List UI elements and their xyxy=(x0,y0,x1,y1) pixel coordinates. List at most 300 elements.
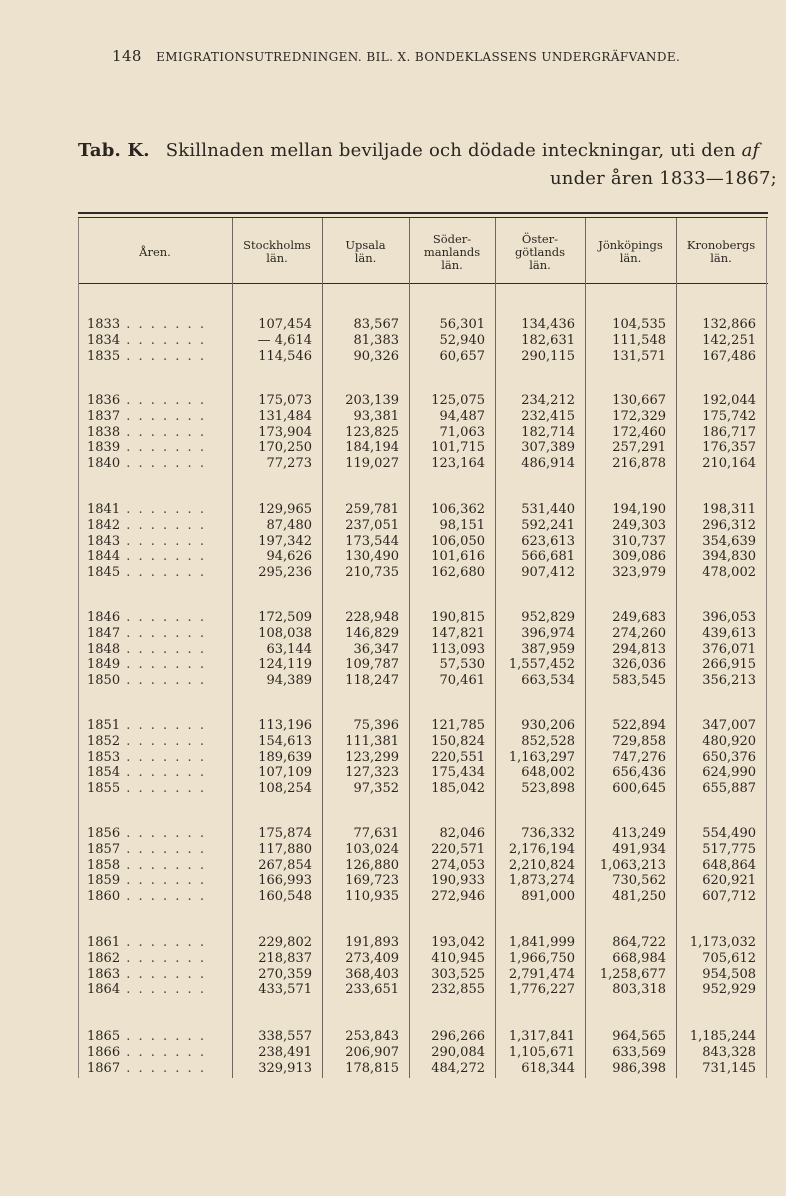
leader-dots: . . . . . . . xyxy=(120,565,206,581)
year-cell xyxy=(87,440,206,455)
table-title-text: Skillnaden mellan beviljade och dödade inteckningar, uti den xyxy=(165,140,736,161)
table-cell: 186,717 xyxy=(702,424,756,440)
year-cell xyxy=(87,610,206,625)
year-label: 1852 xyxy=(87,733,121,749)
column-rule xyxy=(78,218,79,1078)
leader-dots: . . . . . . . xyxy=(120,749,206,765)
table-cell: 94,487 xyxy=(439,408,485,424)
leader-dots: . . . . . . . xyxy=(120,657,206,673)
table-cell: 843,328 xyxy=(702,1044,756,1060)
leader-dots: . . . . . . . xyxy=(120,673,206,689)
leader-dots: . . . . . . . xyxy=(120,625,206,641)
table-cell: 253,843 xyxy=(345,1029,399,1044)
leader-dots: . . . . . . . xyxy=(120,889,206,905)
table-cell: 218,837 xyxy=(258,950,312,966)
year-label: 1859 xyxy=(87,873,121,889)
table-cell: 123,299 xyxy=(345,749,399,765)
table-cell: 206,907 xyxy=(345,1044,399,1060)
table-cell: 566,681 xyxy=(521,549,575,565)
year-cell xyxy=(87,842,206,857)
table-cell: 273,409 xyxy=(345,950,399,966)
year-label: 1850 xyxy=(87,673,121,689)
table-cell: 484,272 xyxy=(431,1060,485,1076)
table-cell: 592,241 xyxy=(521,517,575,533)
table-cell: 633,569 xyxy=(612,1044,666,1060)
table-top-rule-thin xyxy=(78,217,768,218)
table-cell: 237,051 xyxy=(345,517,399,533)
year-cell xyxy=(87,456,206,471)
table-cell: 1,258,677 xyxy=(599,966,666,982)
table-cell: 650,376 xyxy=(702,749,756,765)
table-cell: 1,776,227 xyxy=(508,982,575,998)
year-cell xyxy=(87,734,206,749)
table-cell: 387,959 xyxy=(521,641,575,657)
leader-dots: . . . . . . . xyxy=(120,393,206,408)
table-cell: 803,318 xyxy=(612,982,666,998)
table-cell: 131,571 xyxy=(612,348,666,364)
leader-dots: . . . . . . . xyxy=(120,950,206,966)
table-cell: 134,436 xyxy=(521,317,575,332)
table-cell: 52,940 xyxy=(439,332,485,348)
year-cell xyxy=(87,626,206,641)
leader-dots: . . . . . . . xyxy=(120,332,206,348)
table-cell: 1,185,244 xyxy=(689,1029,756,1044)
table-cell: 347,007 xyxy=(702,718,756,733)
year-label: 1865 xyxy=(87,1029,121,1044)
table-cell: 228,948 xyxy=(345,610,399,625)
year-cell xyxy=(87,750,206,765)
year-label: 1857 xyxy=(87,841,121,857)
year-cell xyxy=(87,317,206,332)
table-cell: 130,667 xyxy=(612,393,666,408)
table-cell: 891,000 xyxy=(521,889,575,905)
leader-dots: . . . . . . . xyxy=(120,408,206,424)
table-cell: 127,323 xyxy=(345,765,399,781)
table-cell: 266,915 xyxy=(702,657,756,673)
table-cell: 190,933 xyxy=(431,873,485,889)
table-cell: 109,787 xyxy=(345,657,399,673)
table-cell: 146,829 xyxy=(345,625,399,641)
table-cell: 166,993 xyxy=(258,873,312,889)
table-cell: 197,342 xyxy=(258,533,312,549)
leader-dots: . . . . . . . xyxy=(120,456,206,472)
table-cell: 272,946 xyxy=(431,889,485,905)
table-cell: 1,841,999 xyxy=(508,935,575,950)
table-cell: 410,945 xyxy=(431,950,485,966)
leader-dots: . . . . . . . xyxy=(120,424,206,440)
year-cell xyxy=(87,333,206,348)
table-cell: 1,163,297 xyxy=(508,749,575,765)
leader-dots: . . . . . . . xyxy=(120,873,206,889)
table-cell: 930,206 xyxy=(521,718,575,733)
year-label: 1841 xyxy=(87,502,121,517)
table-cell: 82,046 xyxy=(439,826,485,841)
running-header xyxy=(112,47,772,65)
table-cell: 1,317,841 xyxy=(508,1029,575,1044)
table-cell: 354,639 xyxy=(702,533,756,549)
table-cell: 175,874 xyxy=(258,826,312,841)
table-cell: 478,002 xyxy=(702,565,756,581)
column-rule xyxy=(766,218,767,1078)
year-label: 1844 xyxy=(87,549,121,565)
table-cell: 216,878 xyxy=(612,456,666,472)
table-cell: 108,038 xyxy=(258,625,312,641)
table-cell: 736,332 xyxy=(521,826,575,841)
year-cell xyxy=(87,393,206,408)
year-cell xyxy=(87,781,206,796)
year-cell xyxy=(87,718,206,733)
table-cell: 954,508 xyxy=(702,966,756,982)
year-label: 1851 xyxy=(87,718,121,733)
leader-dots: . . . . . . . xyxy=(120,440,206,456)
year-label: 1864 xyxy=(87,982,121,998)
leader-dots: . . . . . . . xyxy=(120,517,206,533)
table-cell: 93,381 xyxy=(353,408,399,424)
table-cell: 87,480 xyxy=(266,517,312,533)
table-cell: 167,486 xyxy=(702,348,756,364)
table-cell: 257,291 xyxy=(612,440,666,456)
table-cell: 259,781 xyxy=(345,502,399,517)
table-cell: 210,164 xyxy=(702,456,756,472)
table-cell: 486,914 xyxy=(521,456,575,472)
table-cell: 648,864 xyxy=(702,857,756,873)
leader-dots: . . . . . . . xyxy=(120,935,206,950)
table-cell: 172,460 xyxy=(612,424,666,440)
table-cell: 111,381 xyxy=(345,733,399,749)
table-title xyxy=(78,140,778,161)
table-cell: 986,398 xyxy=(612,1060,666,1076)
table-cell: 234,212 xyxy=(521,393,575,408)
column-header: Öster- götlands län. xyxy=(514,231,566,272)
table-cell: 184,194 xyxy=(345,440,399,456)
year-cell xyxy=(87,1029,206,1044)
year-label: 1847 xyxy=(87,625,121,641)
table-cell: 517,775 xyxy=(702,841,756,857)
year-cell xyxy=(87,673,206,688)
year-label: 1849 xyxy=(87,657,121,673)
table-cell: 178,815 xyxy=(345,1060,399,1076)
table-cell: 175,434 xyxy=(431,765,485,781)
table-cell: 169,723 xyxy=(345,873,399,889)
table-title-italic: af xyxy=(741,140,760,161)
table-cell: 229,802 xyxy=(258,935,312,950)
table-cell: 439,613 xyxy=(702,625,756,641)
column-header: Kronobergs län. xyxy=(686,238,756,265)
table-cell: 952,929 xyxy=(702,982,756,998)
year-cell xyxy=(87,951,206,966)
table-cell: 668,984 xyxy=(612,950,666,966)
table-cell: 309,086 xyxy=(612,549,666,565)
table-cell: 307,389 xyxy=(521,440,575,456)
table-cell: 1,173,032 xyxy=(689,935,756,950)
table-cell: 56,301 xyxy=(439,317,485,332)
table-cell: 108,254 xyxy=(258,781,312,797)
table-cell: 554,490 xyxy=(702,826,756,841)
column-header: Stockholms län. xyxy=(243,238,311,265)
table-cell: 731,145 xyxy=(702,1060,756,1076)
table-cell: 368,403 xyxy=(345,966,399,982)
table-cell: 125,075 xyxy=(431,393,485,408)
year-label: 1843 xyxy=(87,533,121,549)
table-cell: 523,898 xyxy=(521,781,575,797)
year-label: 1858 xyxy=(87,857,121,873)
table-cell: 131,484 xyxy=(258,408,312,424)
leader-dots: . . . . . . . xyxy=(120,641,206,657)
year-cell xyxy=(87,534,206,549)
table-cell: 114,546 xyxy=(258,348,312,364)
table-cell: 296,312 xyxy=(702,517,756,533)
year-label: 1845 xyxy=(87,565,121,581)
table-cell: 113,196 xyxy=(258,718,312,733)
column-header: Jönköpings län. xyxy=(598,238,663,265)
table-cell: 36,347 xyxy=(353,641,399,657)
leader-dots: . . . . . . . xyxy=(120,549,206,565)
table-cell: 173,544 xyxy=(345,533,399,549)
table-cell: — 4,614 xyxy=(257,332,312,348)
table-cell: 290,115 xyxy=(521,348,575,364)
year-cell xyxy=(87,425,206,440)
table-cell: 952,829 xyxy=(521,610,575,625)
table-cell: 101,715 xyxy=(431,440,485,456)
leader-dots: . . . . . . . xyxy=(120,718,206,733)
year-label: 1837 xyxy=(87,408,121,424)
table-cell: 57,530 xyxy=(439,657,485,673)
table-cell: 338,557 xyxy=(258,1029,312,1044)
table-cell: 150,824 xyxy=(431,733,485,749)
table-cell: 607,712 xyxy=(702,889,756,905)
table-cell: 107,454 xyxy=(258,317,312,332)
table-cell: 118,247 xyxy=(345,673,399,689)
table-cell: 193,042 xyxy=(431,935,485,950)
leader-dots: . . . . . . . xyxy=(120,966,206,982)
table-cell: 747,276 xyxy=(612,749,666,765)
table-cell: 94,626 xyxy=(266,549,312,565)
table-cell: 656,436 xyxy=(612,765,666,781)
table-cell: 194,190 xyxy=(612,502,666,517)
year-cell xyxy=(87,565,206,580)
table-cell: 191,893 xyxy=(345,935,399,950)
year-label: 1835 xyxy=(87,348,121,364)
table-cell: 729,858 xyxy=(612,733,666,749)
table-cell: 176,357 xyxy=(702,440,756,456)
table-cell: 71,063 xyxy=(439,424,485,440)
table-cell: 907,412 xyxy=(521,565,575,581)
table-cell: 75,396 xyxy=(353,718,399,733)
table-cell: 130,490 xyxy=(345,549,399,565)
table-cell: 220,551 xyxy=(431,749,485,765)
table-cell: 126,880 xyxy=(345,857,399,873)
table-cell: 101,616 xyxy=(431,549,485,565)
leader-dots: . . . . . . . xyxy=(120,733,206,749)
table-cell: 396,974 xyxy=(521,625,575,641)
table-cell: 189,639 xyxy=(258,749,312,765)
leader-dots: . . . . . . . xyxy=(120,826,206,841)
column-header: Söder- manlands län. xyxy=(423,231,481,272)
table-cell: 90,326 xyxy=(353,348,399,364)
table-cell: 396,053 xyxy=(702,610,756,625)
table-cell: 170,250 xyxy=(258,440,312,456)
year-label: 1848 xyxy=(87,641,121,657)
table-cell: 185,042 xyxy=(431,781,485,797)
year-label: 1846 xyxy=(87,610,121,625)
table-cell: 433,571 xyxy=(258,982,312,998)
table-cell: 106,050 xyxy=(431,533,485,549)
year-label: 1833 xyxy=(87,317,121,332)
table-cell: 326,036 xyxy=(612,657,666,673)
table-cell: 303,525 xyxy=(431,966,485,982)
table-cell: 98,151 xyxy=(439,517,485,533)
table-label: Tab. K. xyxy=(78,140,150,161)
table-cell: 104,535 xyxy=(612,317,666,332)
year-cell xyxy=(87,765,206,780)
table-cell: 132,866 xyxy=(702,317,756,332)
table-cell: 270,359 xyxy=(258,966,312,982)
table-cell: 663,534 xyxy=(521,673,575,689)
table-cell: 295,236 xyxy=(258,565,312,581)
table-cell: 110,935 xyxy=(345,889,399,905)
year-cell xyxy=(87,982,206,997)
table-cell: 175,073 xyxy=(258,393,312,408)
table-cell: 376,071 xyxy=(702,641,756,657)
table-cell: 238,491 xyxy=(258,1044,312,1060)
table-cell: 323,979 xyxy=(612,565,666,581)
leader-dots: . . . . . . . xyxy=(120,765,206,781)
table-cell: 1,557,452 xyxy=(508,657,575,673)
table-cell: 1,105,671 xyxy=(508,1044,575,1060)
leader-dots: . . . . . . . xyxy=(120,317,206,332)
year-label: 1860 xyxy=(87,889,121,905)
table-cell: 583,545 xyxy=(612,673,666,689)
table-cell: 113,093 xyxy=(431,641,485,657)
table-cell: 2,176,194 xyxy=(508,841,575,857)
table-cell: 119,027 xyxy=(345,456,399,472)
table-cell: 296,266 xyxy=(431,1029,485,1044)
year-cell xyxy=(87,657,206,672)
table-cell: 232,415 xyxy=(521,408,575,424)
table-cell: 124,119 xyxy=(258,657,312,673)
table-cell: 198,311 xyxy=(702,502,756,517)
table-cell: 81,383 xyxy=(353,332,399,348)
table-cell: 623,613 xyxy=(521,533,575,549)
year-cell xyxy=(87,502,206,517)
leader-dots: . . . . . . . xyxy=(120,982,206,998)
table-cell: 310,737 xyxy=(612,533,666,549)
year-label: 1842 xyxy=(87,517,121,533)
leader-dots: . . . . . . . xyxy=(120,841,206,857)
year-cell xyxy=(87,1061,206,1076)
year-label: 1853 xyxy=(87,749,121,765)
table-cell: 705,612 xyxy=(702,950,756,966)
column-header: Åren. xyxy=(139,244,171,259)
table-cell: 522,894 xyxy=(612,718,666,733)
year-label: 1867 xyxy=(87,1060,121,1076)
table-cell: 111,548 xyxy=(612,332,666,348)
year-label: 1854 xyxy=(87,765,121,781)
table-cell: 2,791,474 xyxy=(508,966,575,982)
table-cell: 154,613 xyxy=(258,733,312,749)
page-number: 148 xyxy=(112,47,142,65)
table-cell: 274,260 xyxy=(612,625,666,641)
year-cell xyxy=(87,1045,206,1060)
leader-dots: . . . . . . . xyxy=(120,610,206,625)
table-cell: 648,002 xyxy=(521,765,575,781)
table-cell: 220,571 xyxy=(431,841,485,857)
table-cell: 481,250 xyxy=(612,889,666,905)
leader-dots: . . . . . . . xyxy=(120,533,206,549)
table-cell: 1,966,750 xyxy=(508,950,575,966)
table-cell: 97,352 xyxy=(353,781,399,797)
table-cell: 60,657 xyxy=(439,348,485,364)
table-cell: 394,830 xyxy=(702,549,756,565)
table-cell: 274,053 xyxy=(431,857,485,873)
table-cell: 173,904 xyxy=(258,424,312,440)
table-cell: 123,825 xyxy=(345,424,399,440)
table-cell: 249,683 xyxy=(612,610,666,625)
table-cell: 233,651 xyxy=(345,982,399,998)
year-cell xyxy=(87,889,206,904)
table-cell: 123,164 xyxy=(431,456,485,472)
table-title-line2: under åren 1833—1867; xyxy=(550,168,777,189)
table-cell: 94,389 xyxy=(266,673,312,689)
year-cell xyxy=(87,518,206,533)
table-cell: 618,344 xyxy=(521,1060,575,1076)
table-cell: 964,565 xyxy=(612,1029,666,1044)
table-cell: 172,509 xyxy=(258,610,312,625)
table-cell: 1,063,213 xyxy=(599,857,666,873)
table-cell: 142,251 xyxy=(702,332,756,348)
table-cell: 162,680 xyxy=(431,565,485,581)
table-top-rule xyxy=(78,212,768,214)
table-cell: 121,785 xyxy=(431,718,485,733)
year-cell xyxy=(87,873,206,888)
table-cell: 480,920 xyxy=(702,733,756,749)
table-cell: 620,921 xyxy=(702,873,756,889)
table-cell: 210,735 xyxy=(345,565,399,581)
table-cell: 106,362 xyxy=(431,502,485,517)
table-cell: 1,873,274 xyxy=(508,873,575,889)
table-cell: 117,880 xyxy=(258,841,312,857)
year-label: 1836 xyxy=(87,393,121,408)
year-label: 1866 xyxy=(87,1044,121,1060)
year-cell xyxy=(87,642,206,657)
table-cell: 83,567 xyxy=(353,317,399,332)
table-cell: 192,044 xyxy=(702,393,756,408)
table-cell: 413,249 xyxy=(612,826,666,841)
running-title: EMIGRATIONSUTREDNINGEN. BIL. X. BONDEKLASSENS UNDERGRÄFVANDE. xyxy=(156,50,681,64)
table-cell: 77,631 xyxy=(353,826,399,841)
table-cell: 852,528 xyxy=(521,733,575,749)
year-label: 1856 xyxy=(87,826,121,841)
table-cell: 491,934 xyxy=(612,841,666,857)
year-label: 1862 xyxy=(87,950,121,966)
table-cell: 182,631 xyxy=(521,332,575,348)
year-cell xyxy=(87,549,206,564)
year-label: 1863 xyxy=(87,966,121,982)
year-label: 1839 xyxy=(87,440,121,456)
year-cell xyxy=(87,967,206,982)
year-label: 1861 xyxy=(87,935,121,950)
table-cell: 172,329 xyxy=(612,408,666,424)
table-cell: 356,213 xyxy=(702,673,756,689)
leader-dots: . . . . . . . xyxy=(120,1060,206,1076)
leader-dots: . . . . . . . xyxy=(120,781,206,797)
table-cell: 103,024 xyxy=(345,841,399,857)
table-cell: 864,722 xyxy=(612,935,666,950)
table-cell: 329,913 xyxy=(258,1060,312,1076)
table-cell: 531,440 xyxy=(521,502,575,517)
table-cell: 63,144 xyxy=(266,641,312,657)
year-cell xyxy=(87,826,206,841)
